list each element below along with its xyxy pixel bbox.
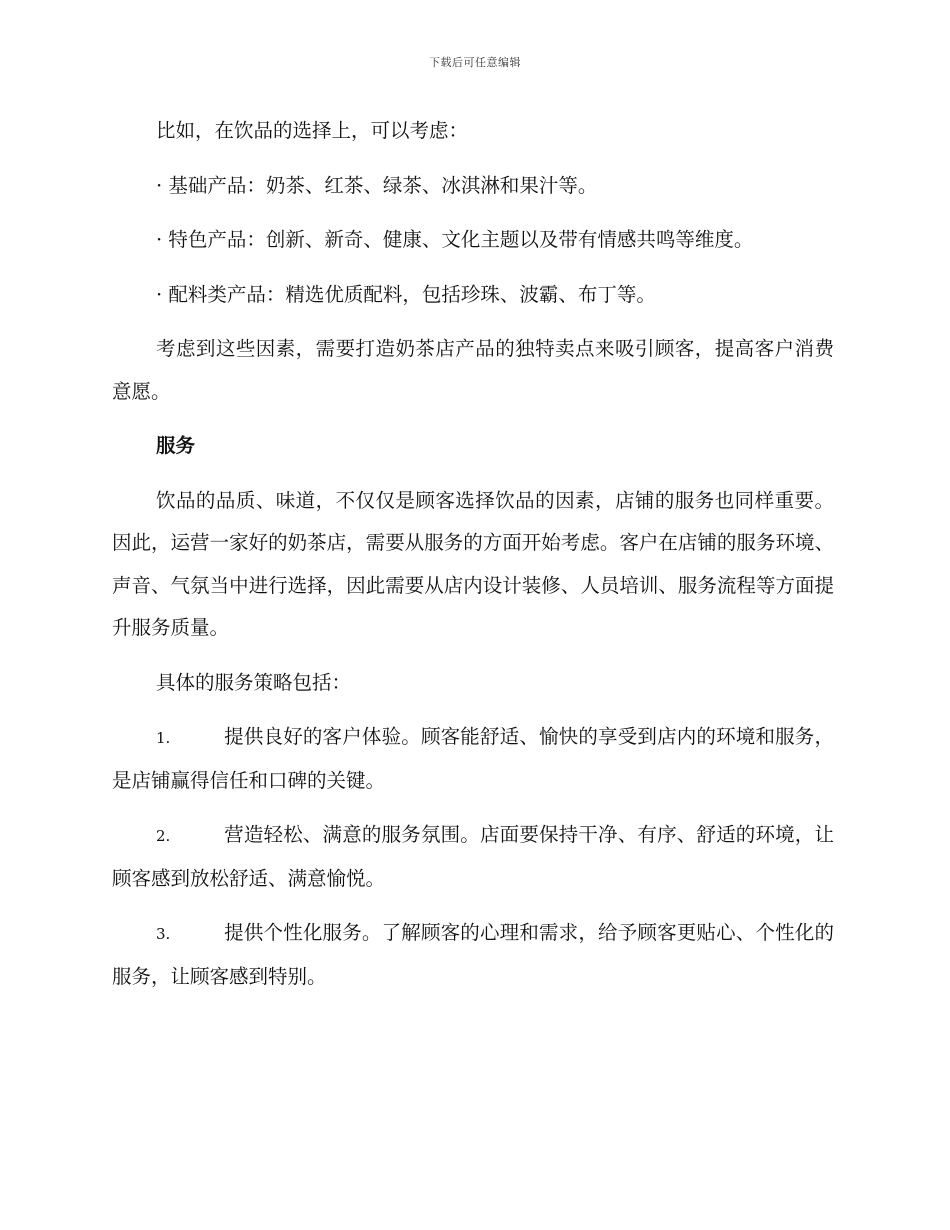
list-number: 3. bbox=[156, 925, 171, 943]
strategy-item-1 bbox=[112, 716, 834, 802]
conclusion-paragraph: 考虑到这些因素，需要打造奶茶店产品的独特卖点来吸引顾客，提高客户消费意愿。 bbox=[112, 337, 834, 403]
document-body bbox=[112, 110, 834, 1010]
list-text: 提供良好的客户体验。顾客能舒适、愉快的享受到店内的环境和服务，是店铺赢得信任和口碑的关键。 bbox=[112, 725, 834, 792]
strategy-item-3 bbox=[112, 912, 834, 998]
page-header: 下载后可任意编辑 bbox=[429, 56, 521, 69]
bullet-item-toppings: · 配料类产品：精选优质配料，包括珍珠、波霸、布丁等。 bbox=[156, 282, 656, 306]
bullet-item-basic: · 基础产品：奶茶、红茶、绿茶、冰淇淋和果汁等。 bbox=[156, 173, 598, 197]
list-number: 2. bbox=[156, 827, 171, 845]
strategy-intro: 具体的服务策略包括： bbox=[156, 670, 352, 694]
list-text: 提供个性化服务。了解顾客的心理和需求，给予顾客更贴心、个性化的服务，让顾客感到特别。 bbox=[112, 921, 834, 988]
section-heading: 服务 bbox=[156, 434, 196, 457]
list-text: 营造轻松、满意的服务氛围。店面要保持干净、有序、舒适的环境，让顾客感到放松舒适、满意愉悦。 bbox=[112, 823, 834, 890]
strategy-item-2 bbox=[112, 814, 834, 900]
intro-paragraph: 比如，在饮品的选择上，可以考虑： bbox=[156, 119, 469, 142]
service-paragraph: 饮品的品质、味道，不仅仅是顾客选择饮品的因素，店铺的服务也同样重要。因此，运营一家好的奶茶店，需要从服务的方面开始考虑。客户在店铺的服务环境、声音、气氛当中进行选择，因此需要从店内设计装修、人员培训、服务流程等方面提升服务质量。 bbox=[112, 488, 834, 639]
bullet-item-special: · 特色产品：创新、新奇、健康、文化主题以及带有情感共鸣等维度。 bbox=[156, 228, 754, 251]
list-number: 1. bbox=[156, 729, 171, 747]
